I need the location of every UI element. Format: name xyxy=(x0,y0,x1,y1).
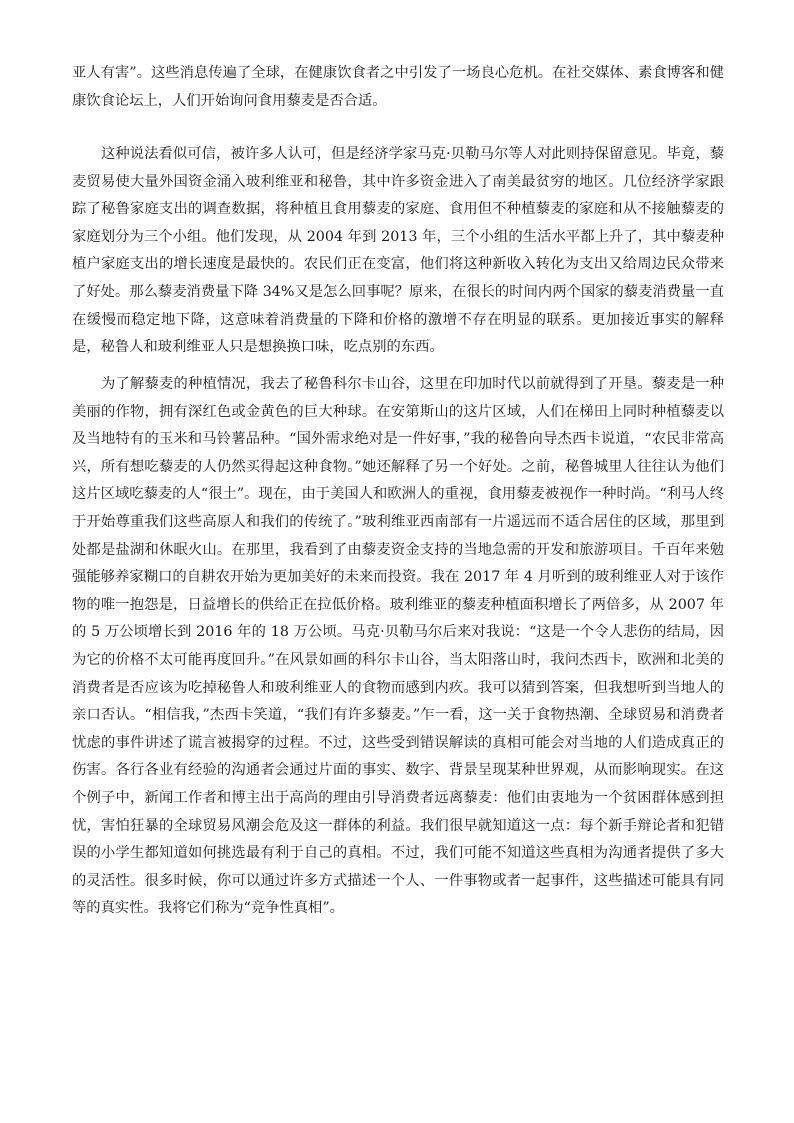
paragraph-1: 亚人有害”。这些消息传遍了全球，在健康饮食者之中引发了一场良心危机。在社交媒体、素食博客和健康饮食论坛上，人们开始询问食用藜麦是否合适。 xyxy=(72,65,724,109)
paragraph-3: 为了解藜麦的种植情况，我去了秘鲁科尔卡山谷，这里在印加时代以前就得到了开垦。藜麦是一种美丽的作物，拥有深红色或金黄色的巨大种球。在安第斯山的这片区域，人们在梯田上同时种植藜麦以及当地特有的玉米和马铃薯品种。“国外需求绝对是一件好事，”我的秘鲁向导杰西卡说道，“农民非常高兴，所有想吃藜麦的人仍然买得起这种食物。”她还解释了另一个好处。之前，秘鲁城里人往往认为他们这片区域吃藜麦的人“很土”。现在，由于美国人和欧洲人的重视，食用藜麦被视作一种时尚。“利马人终于开始尊重我们这些高原人和我们的传统了。”玻利维亚西南部有一片遥远而不适合居住的区域，那里到处都是盐湖和休眠火山。在那里，我看到了由藜麦资金支持的当地急需的开发和旅游项目。千百年来勉强能够养家糊口的自耕农开始为更加美好的未来而投资。我在 2017 年 4 月听到的玻利维亚人对于该作物的唯一抱怨是，日益增长的供给正在拉低价格。玻利维亚的藜麦种植面积增长了两倍多，从 2007 年的 5 万公顷增长到 2016 年的 18 万公顷。马克·贝勒马尔后来对我说：“这是一个令人悲伤的结局，因为它的价格不太可能再度回升。”在风景如画的科尔卡山谷，当太阳落山时，我问杰西卡，欧洲和北美的消费者是否应该为吃掉秘鲁人和玻利维亚人的食物而感到内疚。我可以猜到答案，但我想听到当地人的亲口否认。“相信我，”杰西卡笑道，“我们有许多藜麦。”乍一看，这一关于食物热潮、全球贸易和消费者忧虑的事件讲述了谎言被揭穿的过程。不过，这些受到错误解读的真相可能会对当地的人们造成真正的伤害。各行各业有经验的沟通者会通过片面的事实、数字、背景呈现某种世界观，从而影响现实。在这个例子中，新闻工作者和博主出于高尚的理由引导消费者远离藜麦：他们由衷地为一个贫困群体感到担忧，害怕狂暴的全球贸易风潮会危及这一群体的利益。我们很早就知道这一点：每个新手辩论者和犯错误的小学生都知道如何挑选最有利于自己的真相。不过，我们可能不知道这些真相为沟通者提供了多大的灵活性。很多时候，你可以通过许多方式描述一个人、一件事物或者一起事件，这些描述可能具有同等的真实性。我将它们称为“竞争性真相”。 xyxy=(72,376,724,917)
paragraph-2: 这种说法看似可信，被许多人认可，但是经济学家马克·贝勒马尔等人对此则持保留意见。毕竟，藜麦贸易使大量外国资金涌入玻利维亚和秘鲁，其中许多资金进入了南美最贫穷的地区。几位经济学家跟踪了秘鲁家庭支出的调查数据，将种植且食用藜麦的家庭、食用但不种植藜麦的家庭和从不接触藜麦的家庭划分为三个小组。他们发现，从 2004 年到 2013 年，三个小组的生活水平都上升了，其中藜麦种植户家庭支出的增长速度是最快的。农民们正在变富，他们将这种新收入转化为支出又给周边民众带来了好处。那么藜麦消费量下降 34%又是怎么回事呢？原来，在很长的时间内两个国家的藜麦消费量一直在缓慢而稳定地下降，这意味着消费量的下降和价格的激增不存在明显的联系。更加接近事实的解释是，秘鲁人和玻利维亚人只是想换换口味，吃点别的东西。 xyxy=(72,146,724,356)
